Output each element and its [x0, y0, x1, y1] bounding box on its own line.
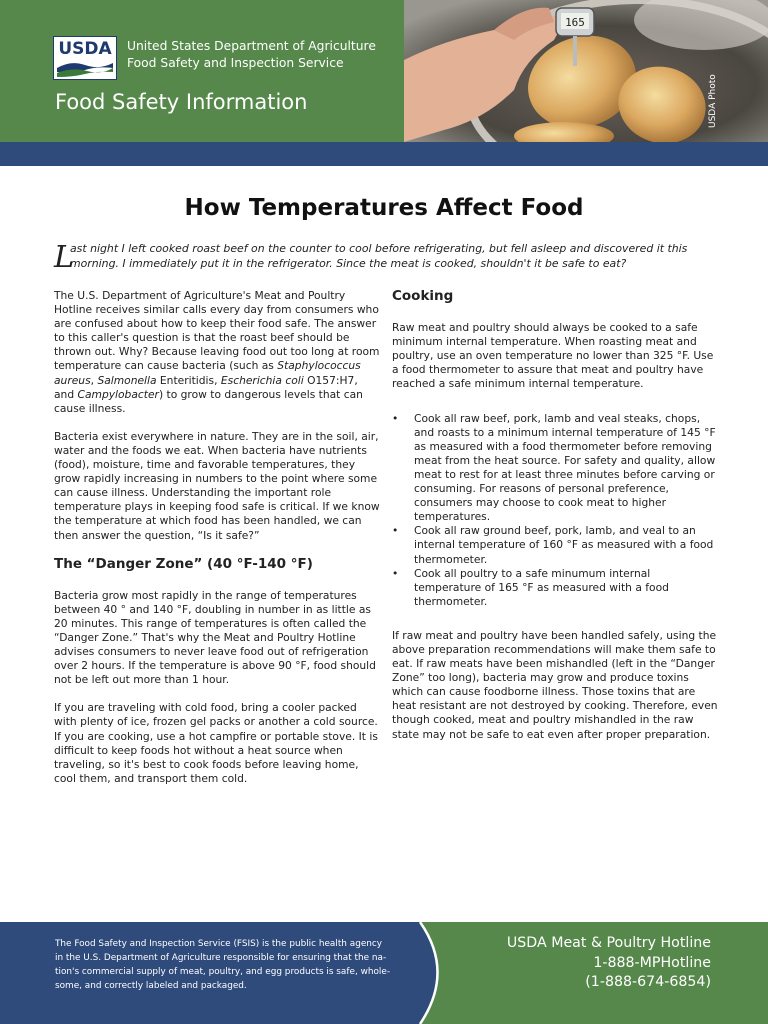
list-item-text: Cook all raw ground beef, pork, lamb, and veal to an internal temperature of 160 °F as measured with a food thermometer.	[414, 524, 714, 566]
navy-divider-bar	[0, 142, 768, 166]
bullet-icon: •	[392, 566, 399, 580]
heading-cooking: Cooking	[392, 288, 454, 304]
paragraph-traveling: If you are traveling with cold food, bring a cooler packed with plenty of ice, frozen gel packs or another a cold source. If you are cooking, use a hot campfire or portable stove. It is difficult to keep foods hot without a heat source when traveling, so it's best to cook foods before leaving home, cool them, and transport them cold.	[54, 701, 378, 785]
bacteria-name: Escherichia coli	[220, 373, 304, 387]
bacteria-name: Salmonella	[97, 373, 157, 387]
list-item	[392, 524, 718, 566]
list-item	[392, 567, 718, 609]
cooking-bullet-list	[392, 412, 718, 609]
text-run: ) to grow to dangerous levels that can cause illness.	[54, 387, 363, 415]
intro-dropcap: L	[54, 240, 74, 275]
heading-danger-zone: The “Danger Zone” (40 °F-140 °F)	[54, 555, 313, 572]
list-item-text: Cook all poultry to a safe minumum internal temperature of 165 °F as measured with a food thermometer.	[414, 566, 669, 608]
list-item	[392, 412, 718, 525]
article-title: How Temperatures Affect Food	[184, 195, 584, 221]
fsis-line-4: some, and correctly labeled and packaged.	[55, 981, 247, 991]
fsis-line-2: in the U.S. Department of Agriculture responsible for ensuring that the na-	[55, 953, 387, 963]
photo-caption: USDA Photo	[708, 74, 718, 128]
bullet-icon: •	[392, 411, 399, 425]
usda-logo-text: USDA	[58, 39, 112, 59]
intro-question: ast night I left cooked roast beef on the counter to cool before refrigerating, but fell asleep and discovered it this morning. I immediately put it in the refrigerator. Since the meat is cooked, shouldn't it be safe to eat?	[70, 242, 688, 270]
fsis-line-1: The Food Safety and Inspection Service (FSIS) is the public health agency	[55, 939, 383, 949]
usda-hills-icon	[57, 60, 113, 77]
paragraph-danger-zone: Bacteria grow most rapidly in the range of temperatures between 40 ° and 140 °F, doubling in number in as little as 20 minutes. This range of temperatures is often called the “Danger Zone.” That's why the Meat and Poultry Hotline advises consumers to never leave food out of refrigeration over 2 hours. If the temperature is above 90 °F, food should not be left out more than 1 hour.	[54, 588, 376, 687]
usda-logo	[53, 36, 117, 80]
agency-line-2: Food Safety and Inspection Service	[127, 56, 344, 70]
paragraph-mishandled: If raw meat and poultry have been handled safely, using the above preparation recommendations will make them safe to eat. If raw meats have been mishandled (left in the “Danger Zone” too long), bacteria may grow and produce toxins which can cause foodborne illness. Those toxins that are heat resistant are not destroyed by cooking. Therefore, even though cooked, meat and poultry mishandled in the raw state may not be safe to eat even after proper preparation.	[392, 628, 718, 741]
thermometer-reading: 165	[565, 16, 585, 29]
agency-line-1: United States Department of Agriculture	[127, 39, 376, 53]
hotline-phone-number[interactable]: (1-888-674-6854)	[585, 974, 711, 990]
bacteria-name: Staphylococcus aureus	[54, 359, 361, 387]
agency-name	[127, 38, 376, 72]
hotline-info	[507, 934, 711, 993]
paragraph-cooking-intro: Raw meat and poultry should always be cooked to a safe minimum internal temperature. When roasting meat and poultry, use an oven temperature no lower than 325 °F. Use a food thermometer to assure that meat and poultry have reached a safe minimum internal temperature.	[392, 321, 714, 391]
section-title: Food Safety Information	[55, 90, 308, 114]
fsis-line-3: tion's commercial supply of meat, poultry, and egg products is safe, whole-	[55, 967, 391, 977]
left-column	[54, 289, 380, 800]
bacteria-name: Campylobacter	[77, 387, 159, 401]
right-column	[392, 289, 718, 756]
text-run: Enteritidis,	[156, 373, 221, 387]
paragraph-bacteria-exist: Bacteria exist everywhere in nature. They are in the soil, air, water and the foods we eat. When bacteria have nutrients (food), moisture, time and favorable temperatures, they grow rapidly increasing in numbers to the point where some can cause illness. Understanding the important role temperature plays in keeping food safe is critical. If we know the temperature at which food has been handled, we can then answer the question, “Is it safe?”	[54, 429, 380, 542]
hotline-phone-word[interactable]: 1-888-MPHotline	[593, 954, 711, 971]
bullet-icon: •	[392, 524, 399, 538]
text-run: O157:H7, and	[54, 373, 358, 401]
paragraph-hotline-calls	[54, 289, 380, 416]
text-run: The U.S. Department of Agriculture's Meat and Poultry Hotline receives similar calls every day from consumers who are confused about how to keep their food safe. The answer to this caller's question is that the roast beef should be thrown out. Why? Because leaving food out too long at room temperature can cause bacteria (such as	[54, 289, 380, 373]
hotline-title: USDA Meat & Poultry Hotline	[506, 935, 711, 951]
list-item-text: Cook all raw beef, pork, lamb and veal steaks, chops, and roasts to a minimum internal temperature of 145 °F as measured with a food thermometer before removing meat from the heat source. For safety and quality, allow meat to rest for at least three minutes before carving or consuming. For reasons of personal preference, consumers may choose to cook meat to higher temperatures.	[414, 411, 716, 524]
text-run: ,	[90, 373, 98, 387]
fsis-description	[55, 937, 425, 993]
